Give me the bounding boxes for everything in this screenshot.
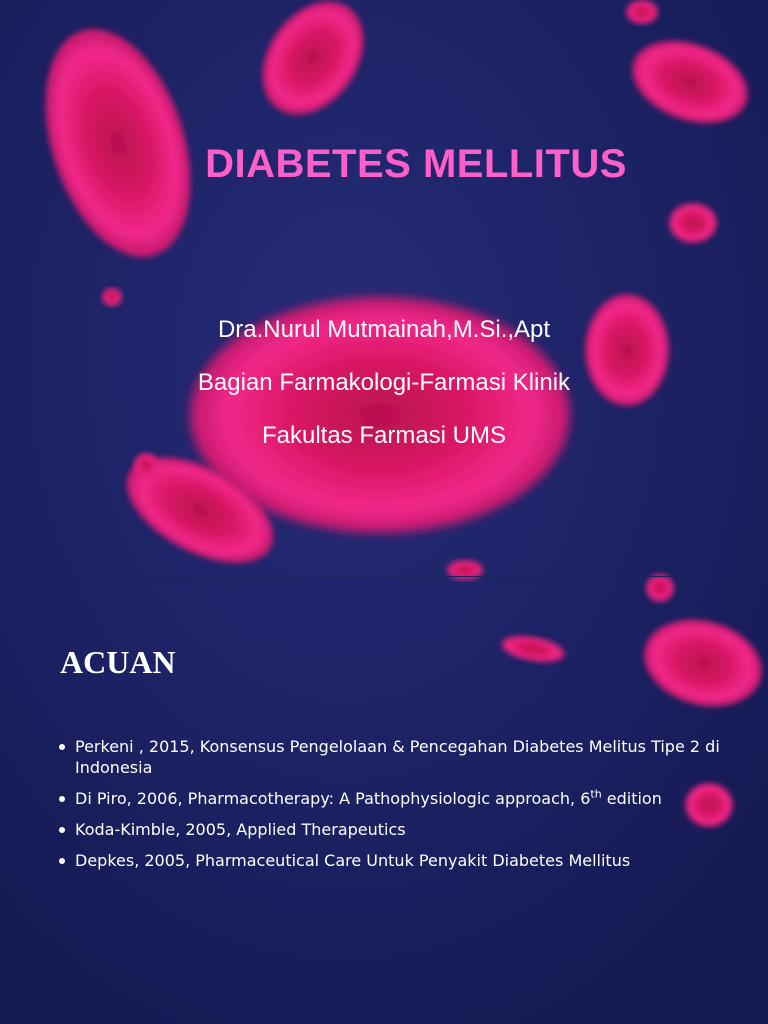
author-name: Dra.Nurul Mutmainah,M.Si.,Apt — [217, 316, 551, 343]
reference-item: Depkes, 2005, Pharmaceutical Care Untuk Penyakit Diabetes Mellitus — [58, 850, 728, 871]
author-block — [0, 316, 768, 475]
references-heading: ACUAN — [60, 644, 176, 680]
faculty: Fakultas Farmasi UMS — [261, 422, 507, 449]
reference-item: Perkeni , 2015, Konsensus Pengelolaan & Pencegahan Diabetes Melitus Tipe 2 di Indonesia — [58, 736, 728, 778]
references-slide — [0, 576, 768, 1024]
references-list — [58, 736, 728, 881]
slide-title: DIABETES MELLITUS — [205, 142, 627, 186]
department: Bagian Farmakologi-Farmasi Klinik — [197, 369, 571, 396]
reference-item: Di Piro, 2006, Pharmacotherapy: A Pathophysiologic approach, 6th edition — [58, 788, 728, 809]
reference-item: Koda-Kimble, 2005, Applied Therapeutics — [58, 819, 728, 840]
